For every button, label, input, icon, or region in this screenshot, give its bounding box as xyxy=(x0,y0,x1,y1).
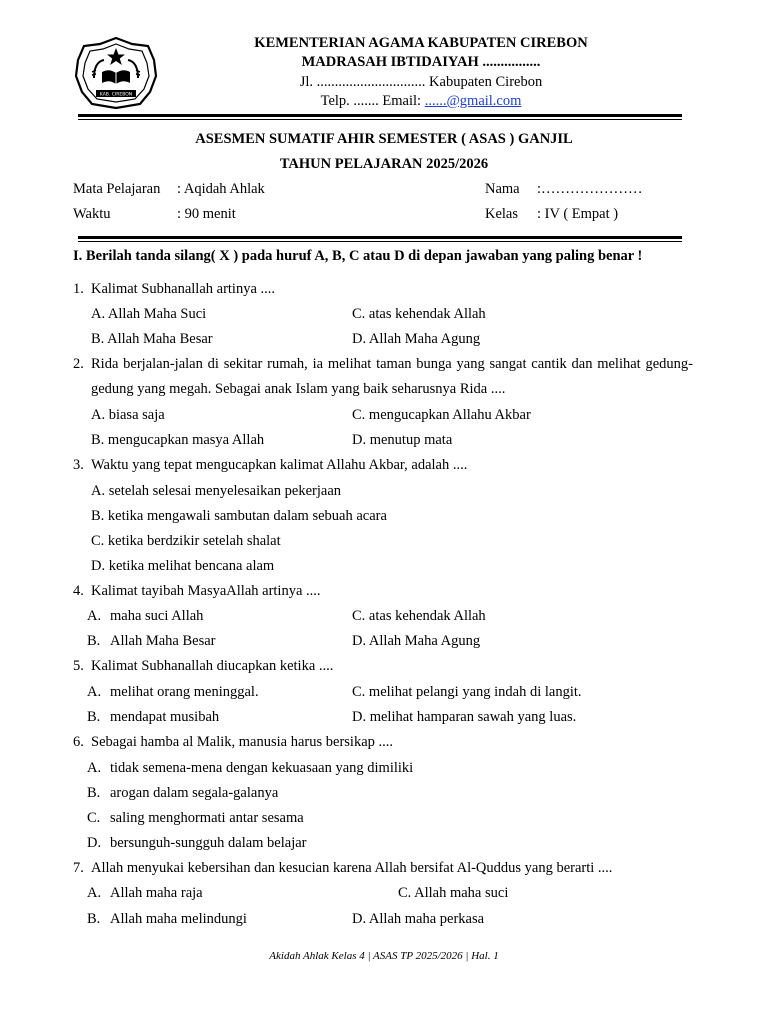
option-a[interactable]: A. setelah selesai menyelesaikan pekerjaan xyxy=(91,483,342,499)
question-number: 5. xyxy=(73,658,84,674)
option-a-letter[interactable]: A. xyxy=(87,684,102,700)
question-number: 6. xyxy=(73,734,84,750)
subject-label: Mata Pelajaran xyxy=(73,181,161,197)
time-value: : 90 menit xyxy=(177,206,236,222)
question-number: 7. xyxy=(73,860,84,876)
contact-prefix: Telp. ....... Email: xyxy=(320,93,425,109)
option-b[interactable]: B. ketika mengawali sambutan dalam sebuah acara xyxy=(91,508,387,524)
question-5 xyxy=(73,654,693,679)
question-text: Rida berjalan-jalan di sekitar rumah, ia melihat taman bunga yang sangat cantik dan melihat gedung-gedung yang megah. Sebagai anak Islam yang baik seharusnya Rida .... xyxy=(91,356,693,397)
option-c[interactable]: C. melihat pelangi yang indah di langit. xyxy=(352,684,582,700)
question-text: Allah menyukai kebersihan dan kesucian karena Allah bersifat Al-Quddus yang berarti .... xyxy=(91,860,613,876)
option-a-letter[interactable]: A. xyxy=(87,608,102,624)
option-c[interactable]: C. Allah maha suci xyxy=(398,885,509,901)
option-a-text[interactable]: tidak semena-mena dengan kekuasaan yang dimiliki xyxy=(110,760,414,776)
option-c[interactable]: C. atas kehendak Allah xyxy=(352,306,486,322)
option-a-letter[interactable]: A. xyxy=(87,760,102,776)
header-divider-thin xyxy=(78,119,682,120)
option-d[interactable]: D. menutup mata xyxy=(352,432,453,448)
option-a[interactable]: A. Allah Maha Suci xyxy=(91,306,207,322)
info-divider xyxy=(78,236,682,239)
option-b-letter[interactable]: B. xyxy=(87,785,101,801)
question-6 xyxy=(73,730,693,755)
email-link[interactable]: ......@gmail.com xyxy=(424,93,522,109)
question-text: Sebagai hamba al Malik, manusia harus bersikap .... xyxy=(91,734,394,750)
question-text: Kalimat Subhanallah artinya .... xyxy=(91,281,276,297)
option-d-text[interactable]: bersunguh-sungguh dalam belajar xyxy=(110,835,307,851)
option-a-text[interactable]: Allah maha raja xyxy=(110,885,203,901)
option-d[interactable]: D. Allah Maha Agung xyxy=(352,331,481,347)
option-c[interactable]: C. atas kehendak Allah xyxy=(352,608,486,624)
ministry-title: KEMENTERIAN AGAMA KABUPATEN CIREBON xyxy=(254,35,588,51)
question-1 xyxy=(73,277,693,302)
option-a-letter[interactable]: A. xyxy=(87,885,102,901)
option-a-text[interactable]: maha suci Allah xyxy=(110,608,204,624)
school-name: MADRASAH IBTIDAIYAH ................ xyxy=(301,54,541,70)
kemenag-logo xyxy=(74,36,158,110)
option-d[interactable]: D. Allah maha perkasa xyxy=(352,911,485,927)
option-b-letter[interactable]: B. xyxy=(87,709,101,725)
option-b[interactable]: B. Allah Maha Besar xyxy=(91,331,213,347)
option-a-text[interactable]: melihat orang meninggal. xyxy=(110,684,259,700)
option-d[interactable]: D. melihat hamparan sawah yang luas. xyxy=(352,709,577,725)
time-label: Waktu xyxy=(73,206,111,222)
page-footer: Akidah Ahlak Kelas 4 | ASAS TP 2025/2026 | Hal. 1 xyxy=(269,950,499,962)
option-c-letter[interactable]: C. xyxy=(87,810,101,826)
name-field[interactable]: :………………… xyxy=(537,181,643,197)
option-c-text[interactable]: saling menghormati antar sesama xyxy=(110,810,304,826)
option-c[interactable]: C. ketika berdzikir setelah shalat xyxy=(91,533,281,549)
header-divider xyxy=(78,114,682,117)
option-b-text[interactable]: Allah maha melindungi xyxy=(110,911,247,927)
question-3 xyxy=(73,453,693,478)
option-b-letter[interactable]: B. xyxy=(87,911,101,927)
school-address: Jl. .............................. Kabupaten Cirebon xyxy=(299,74,543,90)
question-number: 3. xyxy=(73,457,84,473)
logo-text: KAB. CIREBON xyxy=(99,92,133,98)
option-c[interactable]: C. mengucapkan Allahu Akbar xyxy=(352,407,531,423)
instruction: I. Berilah tanda silang( X ) pada huruf A, B, C atau D di depan jawaban yang paling benar ! xyxy=(73,248,643,264)
question-text: Kalimat Subhanallah diucapkan ketika .... xyxy=(91,658,334,674)
school-contact xyxy=(200,92,642,111)
class-value: : IV ( Empat ) xyxy=(537,206,619,222)
class-label: Kelas xyxy=(485,206,519,222)
option-b-text[interactable]: Allah Maha Besar xyxy=(110,633,216,649)
question-2 xyxy=(73,352,693,402)
option-a[interactable]: A. biasa saja xyxy=(91,407,165,423)
subject-value: : Aqidah Ahlak xyxy=(177,181,265,197)
question-text: Kalimat tayibah MasyaAllah artinya .... xyxy=(91,583,321,599)
info-divider-thin xyxy=(78,241,682,242)
question-4 xyxy=(73,579,693,604)
question-number: 4. xyxy=(73,583,84,599)
option-b-text[interactable]: arogan dalam segala-galanya xyxy=(110,785,279,801)
question-text: Waktu yang tepat mengucapkan kalimat Allahu Akbar, adalah .... xyxy=(91,457,468,473)
question-number: 1. xyxy=(73,281,84,297)
option-b[interactable]: B. mengucapkan masya Allah xyxy=(91,432,265,448)
option-d-letter[interactable]: D. xyxy=(87,835,102,851)
option-d[interactable]: D. ketika melihat bencana alam xyxy=(91,558,275,574)
name-label: Nama xyxy=(485,181,520,197)
exam-year: TAHUN PELAJARAN 2025/2026 xyxy=(279,156,489,172)
option-d[interactable]: D. Allah Maha Agung xyxy=(352,633,481,649)
question-7 xyxy=(73,856,693,881)
option-b-text[interactable]: mendapat musibah xyxy=(110,709,220,725)
exam-title: ASESMEN SUMATIF AHIR SEMESTER ( ASAS ) GANJIL xyxy=(195,131,573,147)
question-number: 2. xyxy=(73,356,84,372)
option-b-letter[interactable]: B. xyxy=(87,633,101,649)
